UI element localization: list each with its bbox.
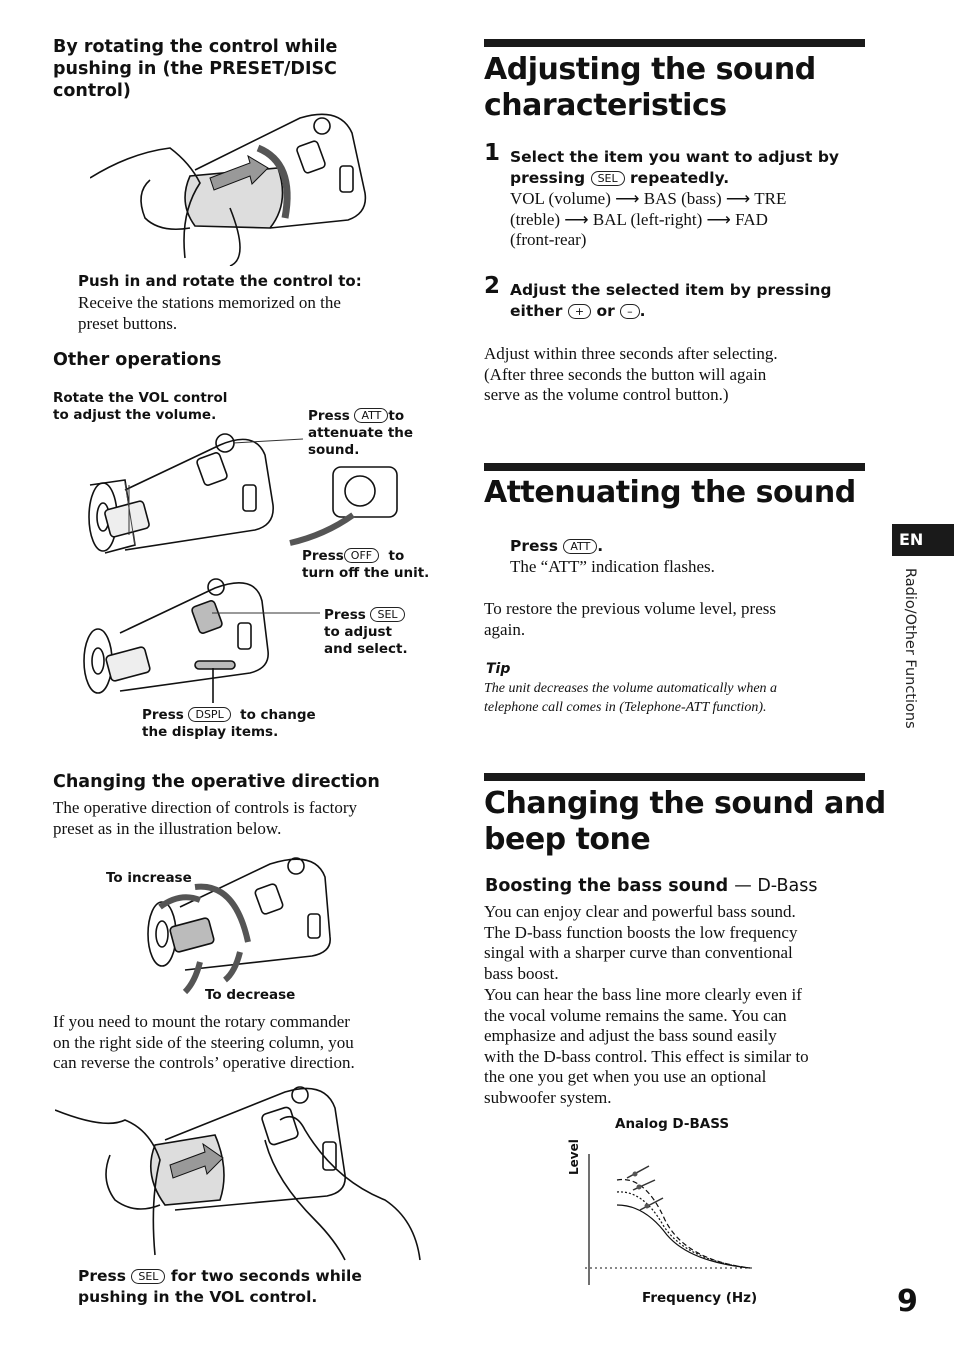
direction-text: The operative direction of controls is factory preset as in the illustration below. [53, 798, 357, 838]
callout-sel: Press SEL to adjust and select. [324, 607, 408, 657]
section-rule-att [484, 463, 865, 471]
att-press-key[interactable]: ATT [563, 539, 597, 554]
step1-sel-key[interactable]: SEL [591, 171, 625, 186]
tip-label: Tip [486, 661, 511, 677]
push-rotate-text: Receive the stations memorized on the preset buttons. [78, 293, 341, 333]
rotary-push-illustration [90, 108, 380, 266]
sel-hold-illustration [55, 1080, 425, 1265]
sel-key[interactable]: SEL [370, 607, 404, 622]
att-flash-text: The “ATT” indication flashes. [510, 557, 715, 576]
sel-hold-key[interactable]: SEL [131, 1269, 165, 1284]
step1-block: Select the item you want to adjust by pressing SEL repeatedly. VOL (volume) ⟶ BAS (bass) ⟶ TRE (treble) ⟶ BAL (left-right) ⟶ FAD (front-rear) [510, 148, 840, 249]
direction-heading: Changing the operative direction [53, 772, 380, 792]
callout-dspl: Press DSPL to change the display items. [142, 707, 316, 740]
dspl-key[interactable]: DSPL [188, 707, 230, 722]
att-instruction: Press ATT . [510, 537, 604, 555]
callout-att: Press ATT to attenuate the sound. [308, 408, 414, 458]
minus-key[interactable]: – [620, 304, 640, 319]
section-label: Radio/Other Functions [902, 568, 918, 729]
control-sel-illustration [80, 573, 330, 708]
att-restore-text: To restore the previous volume level, press again. [484, 599, 776, 639]
section-rule-beep [484, 773, 865, 781]
bass-paragraph-2: You can hear the bass line more clearly even if the vocal volume remains the same. You can emphasize and adjust the bass sound easily with the D-bass control. This effect is similar to the one you get when you use an optional subwoofer system. [484, 985, 809, 1107]
sel-hold-instruction: Press SEL for two seconds while pushing in the VOL control. [78, 1267, 362, 1306]
direction-illustration [140, 852, 335, 997]
graph-title: Analog D-BASS [615, 1116, 730, 1132]
graph-ylabel: Level [567, 1139, 581, 1175]
language-tab: EN [892, 524, 954, 556]
dbass-graph [585, 1150, 760, 1290]
rotate-heading: By rotating the control while pushing in (the PRESET/DISC control) [53, 37, 338, 101]
other-operations-heading: Other operations [53, 350, 222, 370]
adjust-note: Adjust within three seconds after selecting. (After three seconds the button will again serve as the volume control button.) [484, 344, 778, 404]
att-key[interactable]: ATT [354, 408, 388, 423]
page-number: 9 [897, 1284, 918, 1319]
att-title: Attenuating the sound [484, 475, 856, 510]
push-rotate-title: Push in and rotate the control to: [78, 272, 362, 290]
bass-heading: Boosting the bass sound — D-Bass [485, 876, 818, 896]
to-increase-label: To increase [106, 870, 192, 886]
graph-xlabel: Frequency (Hz) [642, 1290, 758, 1306]
adjust-title: Adjusting the sound characteristics [484, 52, 816, 123]
section-rule-adjust [484, 39, 865, 47]
to-decrease-label: To decrease [205, 987, 296, 1003]
beep-title: Changing the sound and beep tone [484, 786, 886, 857]
callout-vol: Rotate the VOL control to adjust the volume. [53, 390, 228, 423]
bass-paragraph-1: You can enjoy clear and powerful bass sound. The D-bass function boosts the low frequency singal with a sharper curve than conventional bass boost. [484, 902, 798, 983]
plus-key[interactable]: + [568, 304, 591, 319]
callout-off: Press OFF to turn off the unit. [302, 548, 430, 581]
off-key[interactable]: OFF [344, 548, 379, 563]
mount-text: If you need to mount the rotary commander on the right side of the steering column, you can reverse the controls’ operative direction. [53, 1012, 355, 1072]
step2-block: Adjust the selected item by pressing either + or – . [510, 281, 832, 320]
tip-text: The unit decreases the volume automatically when a telephone call comes in (Telephone-ATT function). [484, 681, 778, 715]
step2-number: 2 [484, 273, 501, 299]
step1-number: 1 [484, 140, 501, 166]
